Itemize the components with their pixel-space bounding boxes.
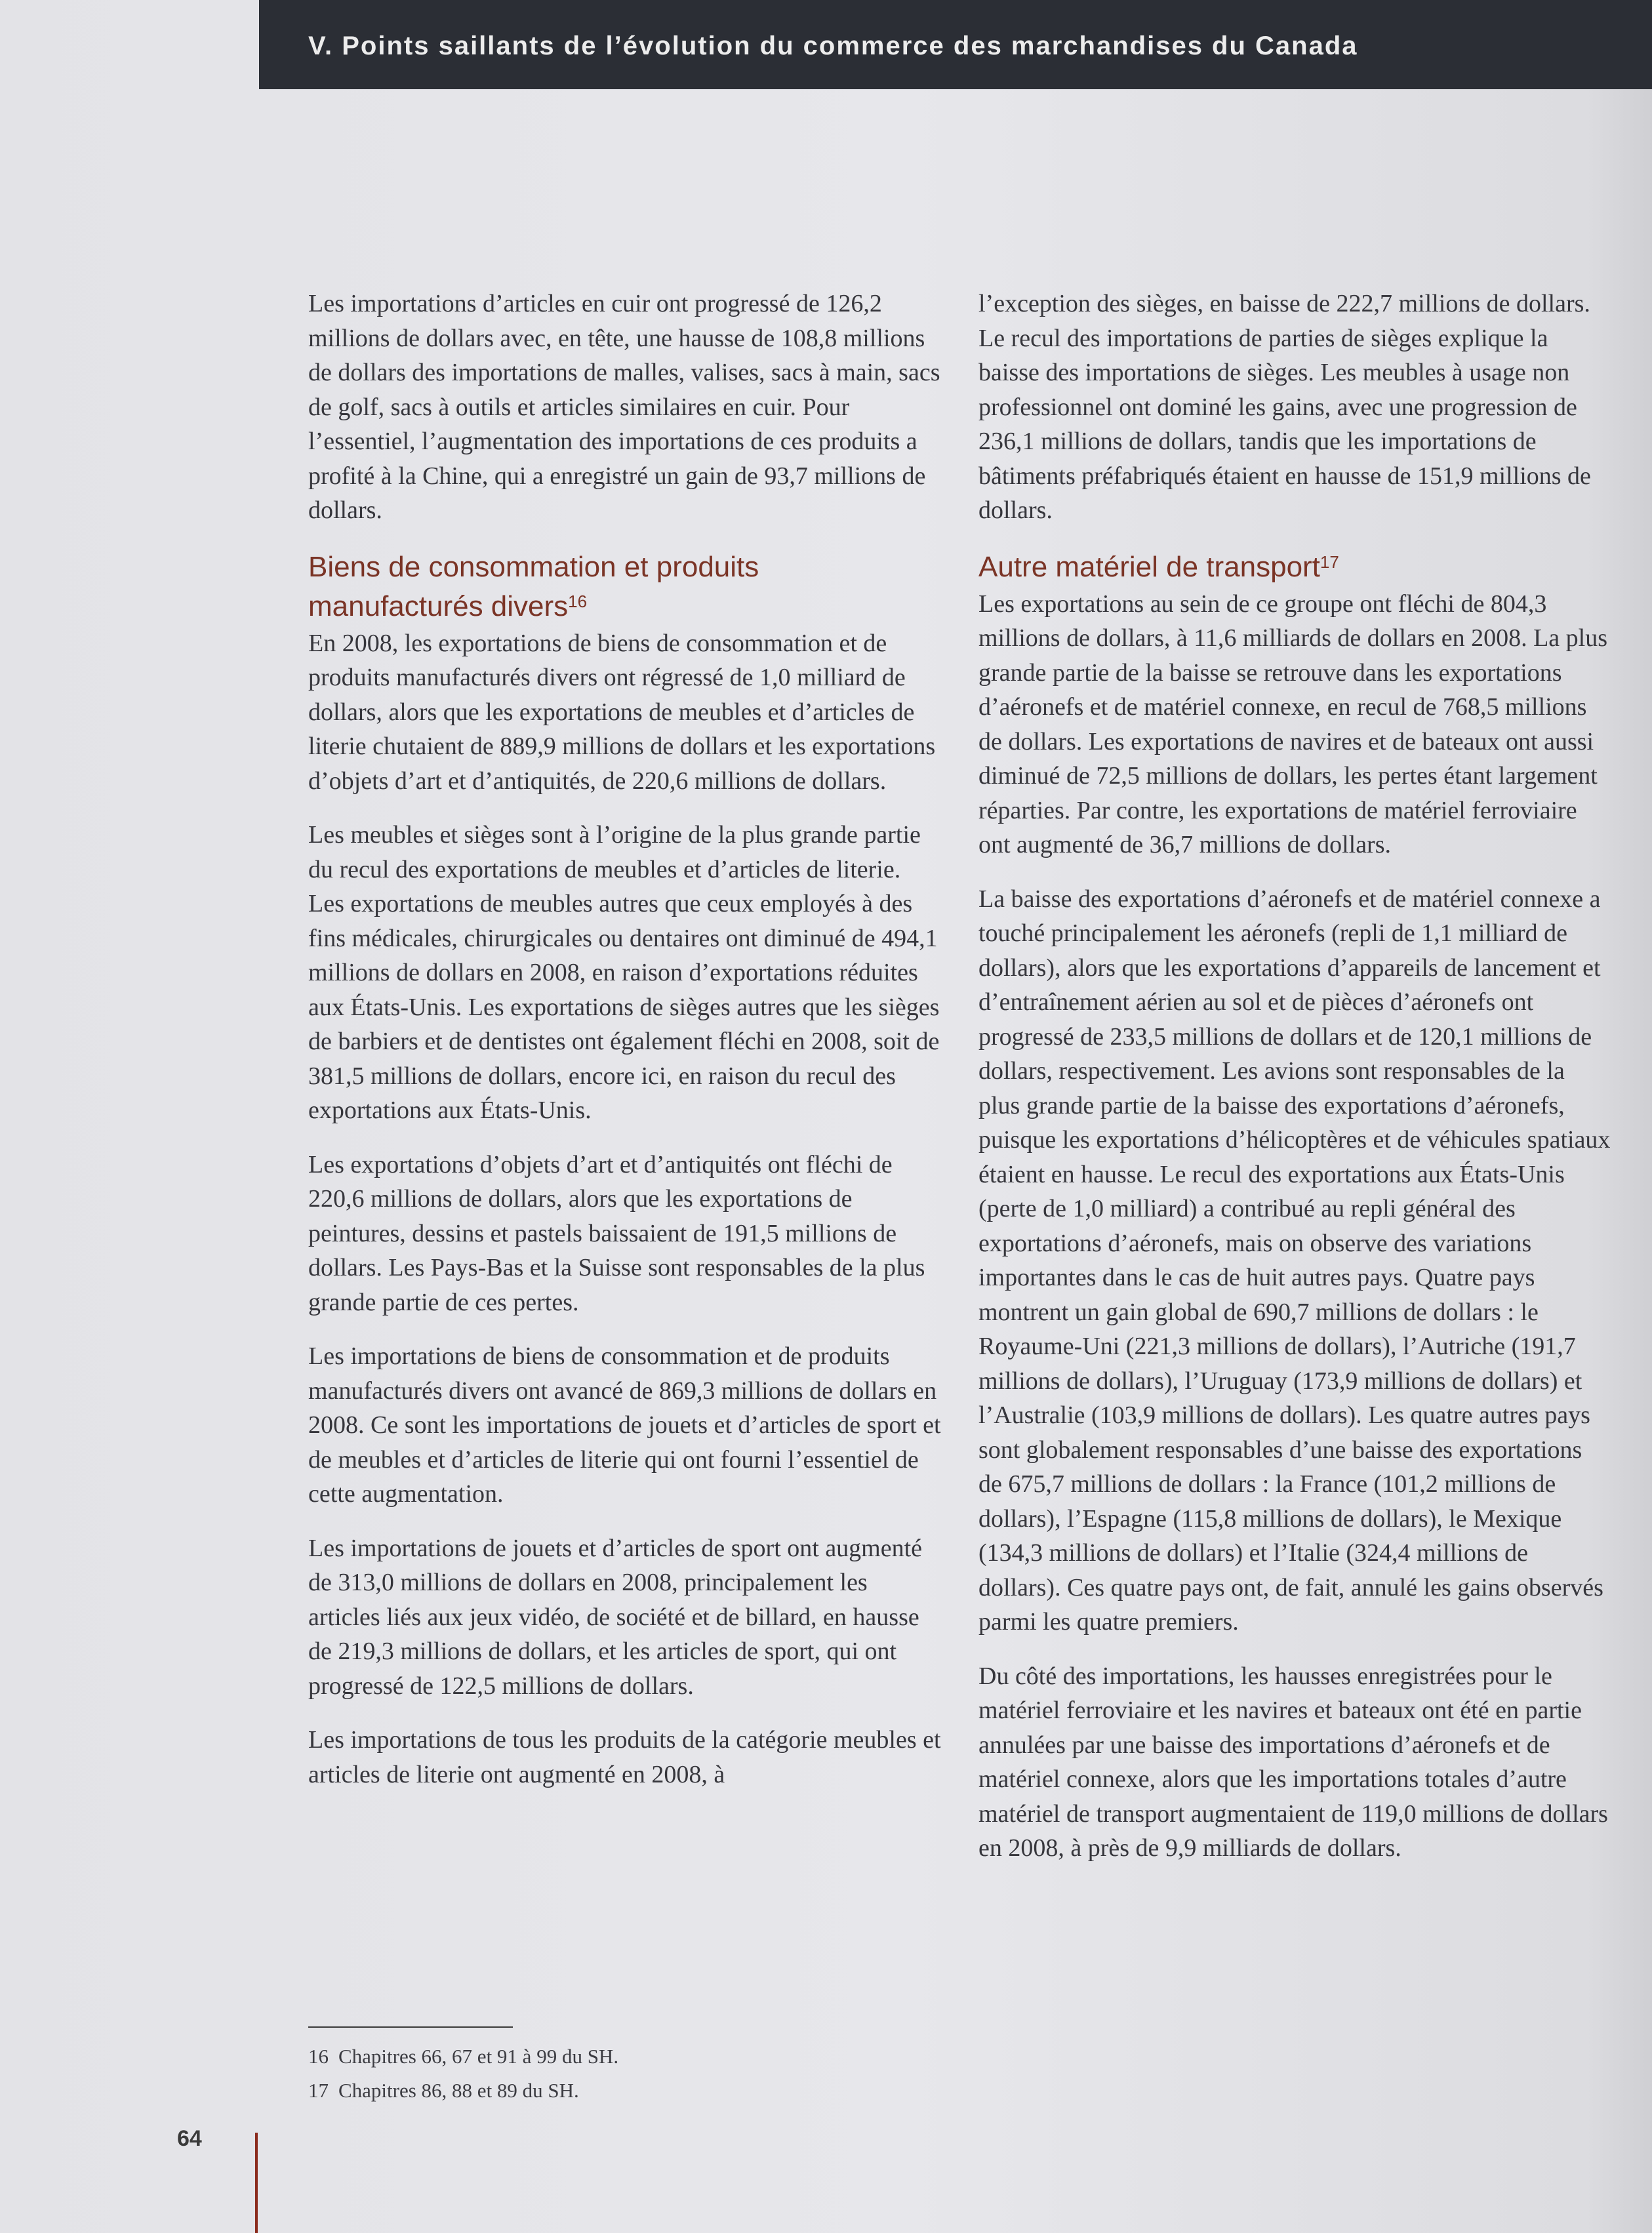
page-accent-rule: [255, 2133, 258, 2233]
paragraph: Les importations de biens de consommation et de produits manufacturés divers ont avancé de 869,3 millions de dollars en 2008. Ce sont les importations de jouets et d’articles de sport et de meubles et d’articles de literie qui ont fourni l’essentiel de cette augmentation.: [308, 1342, 941, 1508]
footnote-divider: [308, 2026, 513, 2028]
paragraph: La baisse des exportations d’aéronefs et de matériel connexe a touché principalement les aéronefs (repli de 1,1 milliard de dollars), alors que les exportations d’appareils de lancement et d’entraînement aérien au sol et de pièces d’aéronefs ont progressé de 233,5 millions de dollars et de 120,1 millions de dollars, respectivement. Les avions sont responsables de la plus grande partie de la baisse des exportations d’aéronefs, puisque les exportations d’hélicoptères et de véhicules spatiaux étaient en hausse. Le recul des exportations aux États-Unis (perte de 1,0 milliard) a contribué au repli général des exportations d’aéronefs, mais on observe des variations importantes dans le cas de huit autres pays. Quatre pays montrent un gain global de 690,7 millions de dollars : le Royaume-Uni (221,3 millions de dollars), l’Autriche (191,7 millions de dollars), l’Uruguay (173,9 millions de dollars) et l’Australie (103,9 millions de dollars). Les quatre autres pays sont globalement responsables d’une baisse des exportations de 675,7 millions de dollars : la France (101,2 millions de dollars), l’Espagne (115,8 millions de dollars), le Mexique (134,3 millions de dollars) et l’Italie (324,4 millions de dollars). Ces quatre pays ont, de fait, annulé les gains observés parmi les quatre premiers.: [978, 885, 1611, 1636]
paragraph: Les importations de tous les produits de la catégorie meubles et articles de literie ont augmenté en 2008, à: [308, 1726, 941, 1788]
footnote-ref: 17: [1320, 552, 1339, 572]
section-title: V. Points saillants de l’évolution du commerce des marchandises du Canada: [308, 31, 1358, 60]
section-heading: Biens de consommation et produits manufacturés divers$^{16}$: [308, 550, 759, 622]
footnote: 17 Chapitres 86, 88 et 89 du SH.: [308, 2079, 579, 2102]
paragraph: Les meubles et sièges sont à l’origine de la plus grande partie du recul des exportations de meubles et d’articles de literie. Les exportations de meubles autres que ceux employés à des fins médicales, chirurgicales ou dentaires ont diminué de 494,1 millions de dollars en 2008, en raison d’exportations réduites aux États-Unis. Les exportations de sièges autres que les sièges de barbiers et de dentistes ont également fléchi en 2008, soit de 381,5 millions de dollars, encore ici, en raison du recul des exportations aux États-Unis.: [308, 821, 940, 1124]
paragraph: Les exportations au sein de ce groupe ont fléchi de 804,3 millions de dollars, à 11,6 milliards de dollars en 2008. La plus grande partie de la baisse se retrouve dans les exportations d’aéronefs et de matériel connexe, en recul de 768,5 millions de dollars. Les exportations de navires et de bateaux ont aussi diminué de 72,5 millions de dollars, les pertes étant largement réparties. Par contre, les exportations de matériel ferroviaire ont augmenté de 36,7 millions de dollars.: [978, 590, 1607, 858]
paragraph: Les exportations d’objets d’art et d’antiquités ont fléchi de 220,6 millions de dollars, alors que les exportations de peintures, dessins et pastels baissaient de 191,5 millions de dollars. Les Pays-Bas et la Suisse sont responsables de la plus grande partie de ces pertes.: [308, 1150, 925, 1316]
paragraph: Les importations de jouets et d’articles de sport ont augmenté de 313,0 millions de dollars en 2008, principalement les articles liés aux jeux vidéo, de société et de billard, en hausse de 219,3 millions de dollars, et les articles de sport, qui ont progressé de 122,5 millions de dollars.: [308, 1534, 923, 1700]
section-heading: Autre matériel de transport$^{17}$: [978, 550, 1339, 583]
footnotes: [308, 2040, 618, 2108]
left-column: [308, 287, 941, 1811]
page-number: 64: [177, 2126, 202, 2151]
footnote-ref: 16: [568, 591, 588, 611]
footnote: 16 Chapitres 66, 67 et 91 à 99 du SH.: [308, 2045, 619, 2068]
right-column: [978, 287, 1611, 1885]
paragraph: En 2008, les exportations de biens de consommation et de produits manufacturés divers ont régressé de 1,0 milliard de dollars, alors que les exportations de meubles et d’articles de literie chutaient de 889,9 millions de dollars et les exportations d’objets d’art et d’antiquités, de 220,6 millions de dollars.: [308, 629, 936, 795]
paragraph: l’exception des sièges, en baisse de 222,7 millions de dollars. Le recul des importations de parties de sièges explique la baisse des importations de sièges. Les meubles à usage non professionnel ont dominé les gains, avec une progression de 236,1 millions de dollars, tandis que les importations de bâtiments préfabriqués étaient en hausse de 151,9 millions de dollars.: [978, 290, 1591, 524]
paragraph: Les importations d’articles en cuir ont progressé de 126,2 millions de dollars avec, en tête, une hausse de 108,8 millions de dollars des importations de malles, valises, sacs à main, sacs de golf, sacs à outils et articles similaires en cuir. Pour l’essentiel, l’augmentation des importations de ces produits a profité à la Chine, qui a enregistré un gain de 93,7 millions de dollars.: [308, 290, 940, 524]
paragraph: Du côté des importations, les hausses enregistrées pour le matériel ferroviaire et les navires et bateaux ont été en partie annulées par une baisse des importations d’aéronefs et de matériel connexe, alors que les importations totales d’autre matériel de transport augmentaient de 119,0 millions de dollars en 2008, à près de 9,9 milliards de dollars.: [978, 1662, 1608, 1862]
